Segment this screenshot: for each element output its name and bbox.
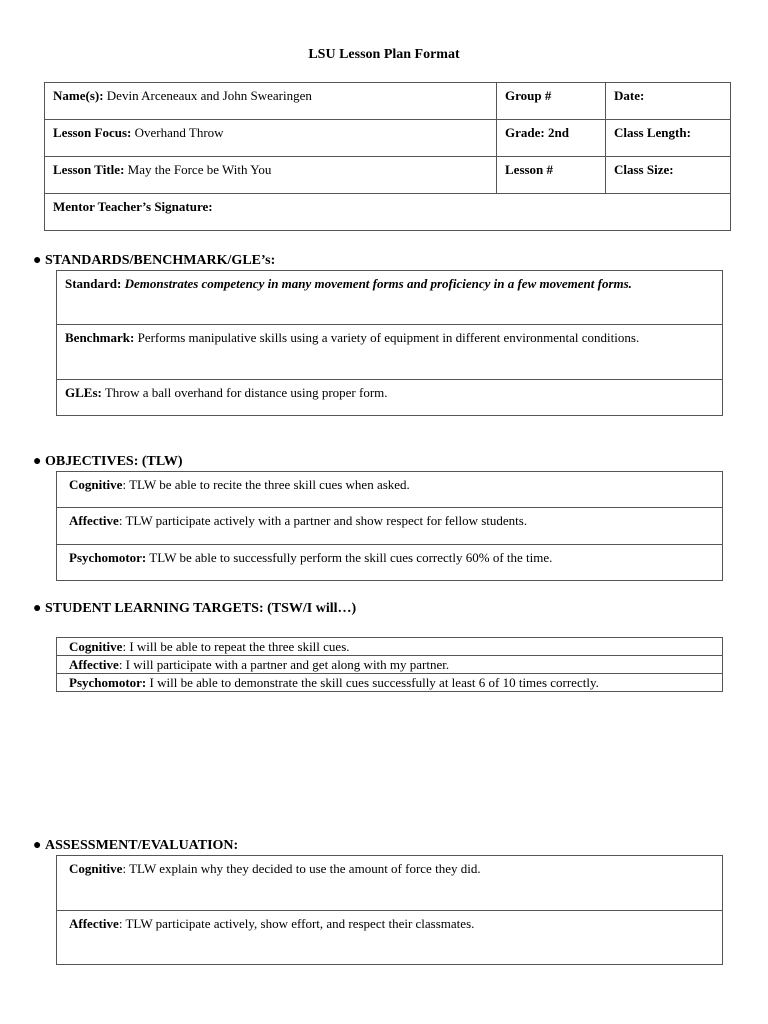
objectives-table	[56, 471, 723, 581]
standard-cell	[57, 271, 723, 325]
objective-cognitive-cell	[57, 472, 723, 508]
targets-table	[56, 637, 723, 692]
standard-label: Standard:	[65, 276, 122, 291]
header-table	[44, 82, 731, 231]
bullet-icon: ●	[33, 454, 42, 469]
focus-label: Lesson Focus:	[53, 125, 132, 140]
benchmark-cell	[57, 325, 723, 380]
bullet-icon: ●	[33, 838, 42, 853]
signature-cell	[45, 194, 731, 231]
target-affective-value: : I will participate with a partner and get along with my partner.	[118, 657, 450, 672]
target-psychomotor-cell	[57, 674, 723, 692]
bullet-icon: ●	[33, 601, 42, 616]
targets-heading: ● STUDENT LEARNING TARGETS: (TSW/I will…)	[33, 601, 357, 616]
standard-value: Demonstrates competency in many movement forms and proficiency in a few movement forms.	[124, 276, 632, 291]
date-cell	[606, 83, 731, 120]
class-length-cell	[606, 120, 731, 157]
group-label: Group #	[505, 88, 552, 103]
objective-affective-value: : TLW participate actively with a partner and show respect for fellow students.	[118, 513, 528, 528]
gles-label: GLEs:	[65, 385, 102, 400]
standards-heading: ● STANDARDS/BENCHMARK/GLE’s:	[33, 253, 276, 268]
lesson-title-value: May the Force be With You	[127, 162, 272, 177]
target-psychomotor-label: Psychomotor:	[69, 675, 147, 690]
signature-label: Mentor Teacher’s Signature:	[53, 199, 213, 214]
objective-cognitive-label: Cognitive	[69, 477, 123, 492]
objective-psychomotor-label: Psychomotor:	[69, 550, 147, 565]
date-label: Date:	[614, 88, 645, 103]
target-cognitive-label: Cognitive	[69, 639, 123, 654]
focus-value: Overhand Throw	[134, 125, 224, 140]
target-cognitive-value: : I will be able to repeat the three skill cues.	[122, 639, 350, 654]
lesson-num-label: Lesson #	[505, 162, 554, 177]
objective-cognitive-value: : TLW be able to recite the three skill cues when asked.	[122, 477, 410, 492]
lesson-num-cell	[497, 157, 606, 194]
assessment-heading: ● ASSESSMENT/EVALUATION:	[33, 838, 239, 853]
standards-table	[56, 270, 723, 416]
assessment-affective-label: Affective	[69, 916, 119, 931]
objective-affective-label: Affective	[69, 513, 119, 528]
lesson-title-label: Lesson Title:	[53, 162, 125, 177]
target-affective-label: Affective	[69, 657, 119, 672]
class-length-label: Class Length:	[614, 125, 691, 140]
names-cell	[45, 83, 497, 120]
benchmark-value: Performs manipulative skills using a variety of equipment in different environmental conditions.	[137, 330, 640, 345]
grade-cell	[497, 120, 606, 157]
objective-psychomotor-value: TLW be able to successfully perform the skill cues correctly 60% of the time.	[149, 550, 553, 565]
assessment-table	[56, 855, 723, 965]
target-cognitive-cell	[57, 638, 723, 656]
names-value: Devin Arceneaux and John Swearingen	[106, 88, 312, 103]
page-title: LSU Lesson Plan Format	[308, 47, 460, 62]
target-affective-cell	[57, 656, 723, 674]
assessment-cognitive-label: Cognitive	[69, 861, 123, 876]
gles-cell	[57, 380, 723, 416]
assessment-affective-value: : TLW participate actively, show effort, and respect their classmates.	[118, 916, 475, 931]
benchmark-label: Benchmark:	[65, 330, 135, 345]
gles-value: Throw a ball overhand for distance using proper form.	[104, 385, 388, 400]
class-size-cell	[606, 157, 731, 194]
target-psychomotor-value: I will be able to demonstrate the skill cues successfully at least 6 of 10 times correctly.	[149, 675, 599, 690]
assessment-affective-cell	[57, 911, 723, 965]
group-cell	[497, 83, 606, 120]
bullet-icon: ●	[33, 253, 42, 268]
focus-cell	[45, 120, 497, 157]
grade-label: Grade: 2nd	[505, 125, 569, 140]
assessment-cognitive-value: : TLW explain why they decided to use the amount of force they did.	[122, 861, 481, 876]
objectives-heading: ● OBJECTIVES: (TLW)	[33, 454, 183, 469]
names-label: Name(s):	[53, 88, 104, 103]
class-size-label: Class Size:	[614, 162, 674, 177]
lesson-title-cell	[45, 157, 497, 194]
objective-psychomotor-cell	[57, 545, 723, 581]
assessment-cognitive-cell	[57, 856, 723, 911]
objective-affective-cell	[57, 508, 723, 545]
